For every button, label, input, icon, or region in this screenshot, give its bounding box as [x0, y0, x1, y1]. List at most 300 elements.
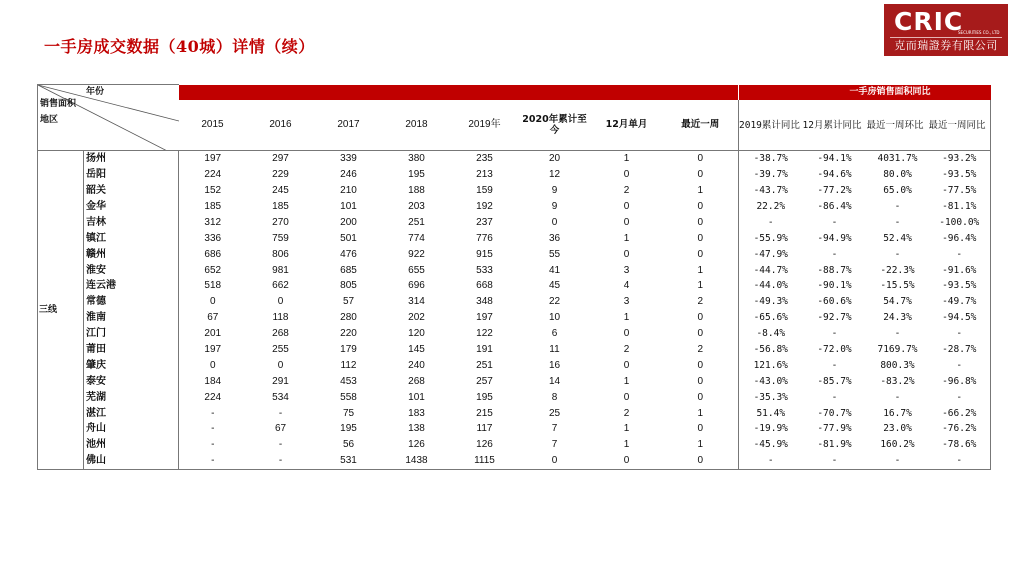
yoy-value: -86.4%: [817, 201, 852, 212]
yoy-value: -93.5%: [929, 279, 991, 295]
area-value: -: [211, 423, 215, 435]
area-value: 7: [551, 423, 558, 435]
area-value: 0: [623, 216, 630, 228]
area-value: 1: [623, 375, 630, 387]
yoy-value: -: [929, 358, 991, 374]
area-value: 56: [342, 439, 355, 451]
yoy-value: -39.7%: [739, 167, 803, 183]
area-value: 1: [697, 439, 704, 451]
area-value: 101: [340, 201, 357, 212]
table-row: [38, 326, 991, 342]
yoy-value: -: [831, 328, 838, 340]
area-value: 476: [340, 248, 357, 260]
col-header-2016: 2016: [247, 100, 315, 151]
area-value: 1: [697, 280, 704, 292]
city-name: 镇江: [84, 231, 179, 247]
col-header-2019: 2019年: [451, 100, 519, 151]
area-value: 41: [548, 264, 561, 276]
area-value: 0: [623, 169, 630, 181]
area-value: 312: [204, 216, 222, 228]
logo-divider: [890, 37, 1002, 38]
yoy-value: -: [894, 201, 901, 212]
area-value: 10: [548, 312, 561, 324]
yoy-value: -19.9%: [739, 422, 803, 438]
area-value: 696: [408, 280, 425, 292]
area-value: 534: [272, 391, 289, 403]
area-value: 501: [340, 232, 357, 244]
area-value: 101: [408, 391, 425, 403]
area-value: 229: [272, 169, 289, 181]
area-value: 2: [623, 344, 630, 356]
area-value: 0: [697, 216, 704, 228]
area-value: 213: [476, 169, 493, 181]
yoy-value: -93.5%: [929, 167, 991, 183]
area-value: 152: [204, 185, 222, 197]
city-name: 赣州: [84, 247, 179, 263]
corner-area-label: 销售面积: [40, 99, 77, 109]
yoy-value: -91.6%: [929, 263, 991, 279]
area-value: 183: [408, 407, 425, 419]
yoy-value: -8.4%: [739, 326, 803, 342]
yoy-value: 160.2%: [880, 439, 915, 451]
yoy-value: -72.0%: [817, 344, 852, 356]
yoy-value: -43.0%: [739, 374, 803, 390]
area-value: 2: [623, 185, 630, 197]
city-name: 淮安: [84, 263, 179, 279]
area-value: 0: [623, 248, 630, 260]
city-name: 佛山: [84, 453, 179, 469]
area-value: 117: [476, 423, 493, 435]
area-value: 75: [342, 407, 355, 419]
yoy-value: -77.5%: [929, 183, 991, 199]
yoy-value: -100.0%: [929, 215, 991, 231]
yoy-value: -77.2%: [817, 185, 852, 197]
logo-wordmark: CRIC: [894, 7, 964, 36]
yoy-value: -: [894, 391, 901, 403]
area-value: 314: [408, 296, 425, 308]
yoy-value: -: [929, 326, 991, 342]
area-value: 291: [272, 375, 289, 387]
area-value: 339: [340, 153, 357, 165]
area-value: 201: [204, 328, 222, 340]
area-value: 558: [340, 391, 357, 403]
area-value: 112: [340, 359, 357, 371]
col-header-december: 12月单月: [591, 100, 663, 151]
table-row: [38, 422, 991, 438]
yoy-value: -43.7%: [739, 183, 803, 199]
area-value: 235: [476, 153, 493, 165]
yoy-value: -49.7%: [929, 294, 991, 310]
yoy-value: -: [929, 453, 991, 469]
area-value: 297: [272, 153, 289, 165]
area-value: 1: [623, 423, 630, 435]
col-header-2017: 2017: [315, 100, 383, 151]
area-value: 179: [340, 344, 357, 356]
area-value: 159: [476, 185, 493, 197]
area-value: 1: [623, 232, 630, 244]
yoy-value: -15.5%: [880, 280, 915, 292]
area-value: 55: [548, 248, 561, 260]
table-row: [38, 247, 991, 263]
yoy-value: -96.8%: [929, 374, 991, 390]
table-row: [38, 199, 991, 215]
corner-region-label: 地区: [40, 115, 59, 125]
area-value: 251: [476, 359, 493, 371]
yoy-value: -78.6%: [929, 437, 991, 453]
area-value: 0: [697, 248, 704, 260]
city-name: 扬州: [84, 151, 179, 167]
area-value: 0: [697, 391, 704, 403]
table-corner-header: [38, 85, 179, 151]
table-row: [38, 294, 991, 310]
area-value: 185: [204, 201, 222, 212]
area-value: 120: [408, 328, 425, 340]
area-value: 210: [340, 185, 357, 197]
table-row: [38, 406, 991, 422]
yoy-value: -66.2%: [929, 406, 991, 422]
col-header-december-ytd-yoy: 12月累计同比: [803, 100, 867, 151]
city-name: 韶关: [84, 183, 179, 199]
area-value: 0: [697, 423, 704, 435]
yoy-value: -93.2%: [929, 151, 991, 167]
area-value: 0: [623, 201, 630, 212]
area-value: 215: [476, 407, 493, 419]
logo-english-subtitle: SECURITIES CO., LTD: [958, 30, 1000, 35]
area-value: 240: [408, 359, 425, 371]
area-value: 16: [548, 359, 561, 371]
yoy-value: -35.3%: [739, 390, 803, 406]
city-name: 泰安: [84, 374, 179, 390]
corner-diagonals: [38, 85, 179, 151]
area-value: 67: [274, 423, 287, 435]
yoy-value: -: [739, 215, 803, 231]
yoy-value: -88.7%: [817, 264, 852, 276]
area-value: 220: [340, 328, 357, 340]
area-value: 270: [272, 216, 289, 228]
area-value: 126: [408, 439, 425, 451]
yoy-value: -81.9%: [817, 439, 852, 451]
area-value: 1438: [383, 453, 451, 469]
yoy-value: 65.0%: [883, 185, 912, 197]
area-value: 915: [476, 248, 493, 260]
yoy-value: -70.7%: [817, 407, 852, 419]
area-value: 981: [272, 264, 289, 276]
area-value: 202: [408, 312, 425, 324]
table-row: [38, 358, 991, 374]
col-header-2020-ytd: 2020年累计至今: [519, 100, 591, 151]
table-row: [38, 183, 991, 199]
area-value: 1: [623, 153, 630, 165]
area-value: 224: [204, 391, 222, 403]
area-value: 0: [697, 232, 704, 244]
table-row: [38, 437, 991, 453]
area-value: 36: [548, 232, 561, 244]
area-value: 224: [204, 169, 222, 181]
area-value: 195: [476, 391, 493, 403]
city-name: 吉林: [84, 215, 179, 231]
area-value: 200: [340, 216, 357, 228]
area-value: 145: [408, 344, 425, 356]
area-value: 531: [315, 453, 383, 469]
yoy-value: -55.9%: [739, 231, 803, 247]
yoy-value: -85.7%: [817, 375, 852, 387]
area-value: 195: [340, 423, 357, 435]
yoy-value: 121.6%: [739, 358, 803, 374]
area-value: 0: [519, 453, 591, 469]
yoy-value: -94.5%: [929, 310, 991, 326]
yoy-value: -47.9%: [739, 247, 803, 263]
yoy-value: -45.9%: [739, 437, 803, 453]
city-name: 常德: [84, 294, 179, 310]
table-row: [38, 151, 991, 167]
yoy-value: -: [894, 248, 901, 260]
col-header-week-mom: 最近一周环比: [867, 100, 929, 151]
area-value: 380: [408, 153, 425, 165]
table-row: [38, 453, 991, 469]
area-value: 126: [476, 439, 493, 451]
area-value: 0: [697, 375, 704, 387]
area-value: -: [179, 453, 247, 469]
area-value: 122: [476, 328, 493, 340]
logo-chinese-name: 克而瑞證券有限公司: [894, 39, 998, 52]
yoy-value: -: [929, 390, 991, 406]
yoy-value: -: [739, 453, 803, 469]
area-value: 7: [551, 439, 558, 451]
table-row: [38, 279, 991, 295]
area-value: 185: [272, 201, 289, 212]
area-value: 280: [340, 312, 357, 324]
col-header-last-week: 最近一周: [663, 100, 739, 151]
area-value: 191: [476, 344, 493, 356]
area-value: 9: [551, 185, 558, 197]
area-value: 685: [340, 264, 357, 276]
corner-year-label: 年份: [86, 87, 105, 97]
table-row: [38, 215, 991, 231]
area-value: 268: [408, 375, 425, 387]
yoy-value: 7169.7%: [877, 344, 918, 356]
yoy-value: 80.0%: [883, 169, 912, 181]
yoy-value: -: [803, 453, 867, 469]
area-value: -: [211, 439, 215, 451]
table-row: [38, 231, 991, 247]
area-value: 0: [663, 453, 739, 469]
area-value: 12: [548, 169, 561, 181]
area-value: 0: [209, 359, 216, 371]
area-value: 1: [697, 264, 704, 276]
area-value: 245: [272, 185, 289, 197]
area-value: 1: [697, 407, 704, 419]
area-value: 805: [340, 280, 357, 292]
area-value: 0: [697, 328, 704, 340]
area-value: 0: [697, 312, 704, 324]
area-value: 0: [697, 359, 704, 371]
area-value: 348: [476, 296, 493, 308]
area-value: 0: [623, 328, 630, 340]
area-value: 453: [340, 375, 357, 387]
area-value: 3: [623, 264, 630, 276]
table-row: [38, 263, 991, 279]
yoy-value: -: [894, 328, 901, 340]
area-value: 0: [209, 296, 216, 308]
area-value: 0: [697, 153, 704, 165]
area-value: 197: [476, 312, 493, 324]
area-value: 57: [342, 296, 355, 308]
city-name: 湛江: [84, 406, 179, 422]
area-value: 759: [272, 232, 289, 244]
city-name: 肇庆: [84, 358, 179, 374]
col-header-2019-ytd-yoy: 2019累计同比: [739, 100, 803, 151]
area-value: 0: [623, 359, 630, 371]
area-value: 203: [408, 201, 425, 212]
area-value: 0: [551, 216, 558, 228]
area-value: 0: [277, 296, 284, 308]
city-name: 金华: [84, 199, 179, 215]
area-value: 184: [204, 375, 222, 387]
yoy-value: -38.7%: [739, 151, 803, 167]
col-header-week-yoy: 最近一周同比: [929, 100, 991, 151]
yoy-value: 51.4%: [739, 406, 803, 422]
table-row: [38, 167, 991, 183]
city-name: 淮南: [84, 310, 179, 326]
area-value: 268: [272, 328, 289, 340]
area-value: 192: [476, 201, 493, 212]
yoy-value: -65.6%: [739, 310, 803, 326]
area-value: 1: [623, 312, 630, 324]
area-value: 2: [697, 344, 704, 356]
yoy-value: 800.3%: [880, 359, 915, 371]
area-value: 806: [272, 248, 289, 260]
yoy-value: -94.1%: [817, 153, 852, 165]
yoy-value: 24.3%: [883, 312, 912, 324]
yoy-value: -22.3%: [880, 264, 915, 276]
yoy-value: -60.6%: [817, 296, 852, 308]
area-value: 0: [277, 359, 284, 371]
area-value: 197: [204, 344, 222, 356]
yoy-group-header: 一手房销售面积同比: [739, 85, 991, 101]
city-name: 芜湖: [84, 390, 179, 406]
area-value: 237: [476, 216, 493, 228]
yoy-value: -94.6%: [817, 169, 852, 181]
yoy-value: -83.2%: [880, 375, 915, 387]
yoy-value: 23.0%: [883, 423, 912, 435]
col-header-2015: 2015: [179, 100, 247, 151]
area-value: 0: [697, 169, 704, 181]
city-name: 江门: [84, 326, 179, 342]
area-value: -: [211, 407, 215, 419]
area-value: 251: [408, 216, 425, 228]
area-value: -: [278, 439, 283, 451]
area-value: 255: [272, 344, 289, 356]
city-name: 舟山: [84, 422, 179, 438]
area-value: 668: [476, 280, 493, 292]
table-row: [38, 374, 991, 390]
cric-logo: [884, 4, 1008, 56]
area-value: 2: [623, 407, 630, 419]
area-value: 0: [623, 391, 630, 403]
area-value: 4: [623, 280, 630, 292]
area-value: 11: [549, 344, 560, 356]
yoy-value: -: [831, 391, 838, 403]
area-value: 0: [591, 453, 663, 469]
city-name: 莆田: [84, 342, 179, 358]
tier-label: 三线: [38, 151, 84, 470]
area-value: 8: [551, 391, 558, 403]
area-value: 336: [204, 232, 222, 244]
yoy-value: -49.3%: [739, 294, 803, 310]
yoy-value: -: [831, 248, 838, 260]
city-name: 连云港: [84, 279, 179, 295]
yoy-value: -28.7%: [929, 342, 991, 358]
yoy-value: 54.7%: [883, 296, 912, 308]
area-value: 652: [204, 264, 222, 276]
area-value: 14: [548, 375, 561, 387]
area-value: 3: [623, 296, 630, 308]
area-value: 655: [408, 264, 425, 276]
yoy-value: -: [929, 247, 991, 263]
area-value: 662: [272, 280, 289, 292]
area-value: 774: [408, 232, 425, 244]
area-value: 20: [548, 153, 561, 165]
page-title: 一手房成交数据（40城）详情（续）: [44, 37, 315, 56]
area-value: 195: [408, 169, 425, 181]
yoy-value: -94.9%: [817, 232, 852, 244]
yoy-value: -81.1%: [929, 199, 991, 215]
col-header-2018: 2018: [383, 100, 451, 151]
area-value: 0: [697, 201, 704, 212]
area-value: 533: [476, 264, 493, 276]
area-value: 1: [623, 439, 630, 451]
area-value: 22: [548, 296, 561, 308]
area-value: 25: [548, 407, 561, 419]
area-value: -: [278, 407, 283, 419]
yoy-value: -: [894, 216, 901, 228]
area-value: 776: [476, 232, 493, 244]
yoy-value: -92.7%: [817, 312, 852, 324]
area-value: 518: [204, 280, 222, 292]
yoy-value: -44.0%: [739, 279, 803, 295]
yoy-value: -44.7%: [739, 263, 803, 279]
area-value: 922: [408, 248, 425, 260]
table-row: [38, 342, 991, 358]
table-row: [38, 390, 991, 406]
area-value: 257: [476, 375, 493, 387]
area-value: 6: [551, 328, 558, 340]
area-value: 246: [340, 169, 357, 181]
yoy-value: -: [867, 453, 929, 469]
area-value: 67: [207, 312, 219, 324]
area-value: 1: [697, 185, 704, 197]
yoy-value: 4031.7%: [877, 153, 918, 165]
yoy-value: -: [831, 216, 838, 228]
city-name: 岳阳: [84, 167, 179, 183]
yoy-value: 52.4%: [883, 232, 912, 244]
table-row: [38, 310, 991, 326]
header-red-bar: [179, 85, 739, 101]
yoy-value: -90.1%: [817, 280, 852, 292]
yoy-value: -56.8%: [739, 342, 803, 358]
area-value: 197: [204, 153, 222, 165]
yoy-value: 16.7%: [883, 407, 912, 419]
area-value: 138: [408, 423, 425, 435]
yoy-value: -96.4%: [929, 231, 991, 247]
area-value: 9: [551, 201, 558, 212]
area-value: -: [247, 453, 315, 469]
yoy-value: 22.2%: [739, 199, 803, 215]
area-value: 686: [204, 248, 222, 260]
yoy-value: -76.2%: [929, 422, 991, 438]
area-value: 118: [272, 312, 289, 324]
area-value: 1115: [451, 453, 519, 469]
